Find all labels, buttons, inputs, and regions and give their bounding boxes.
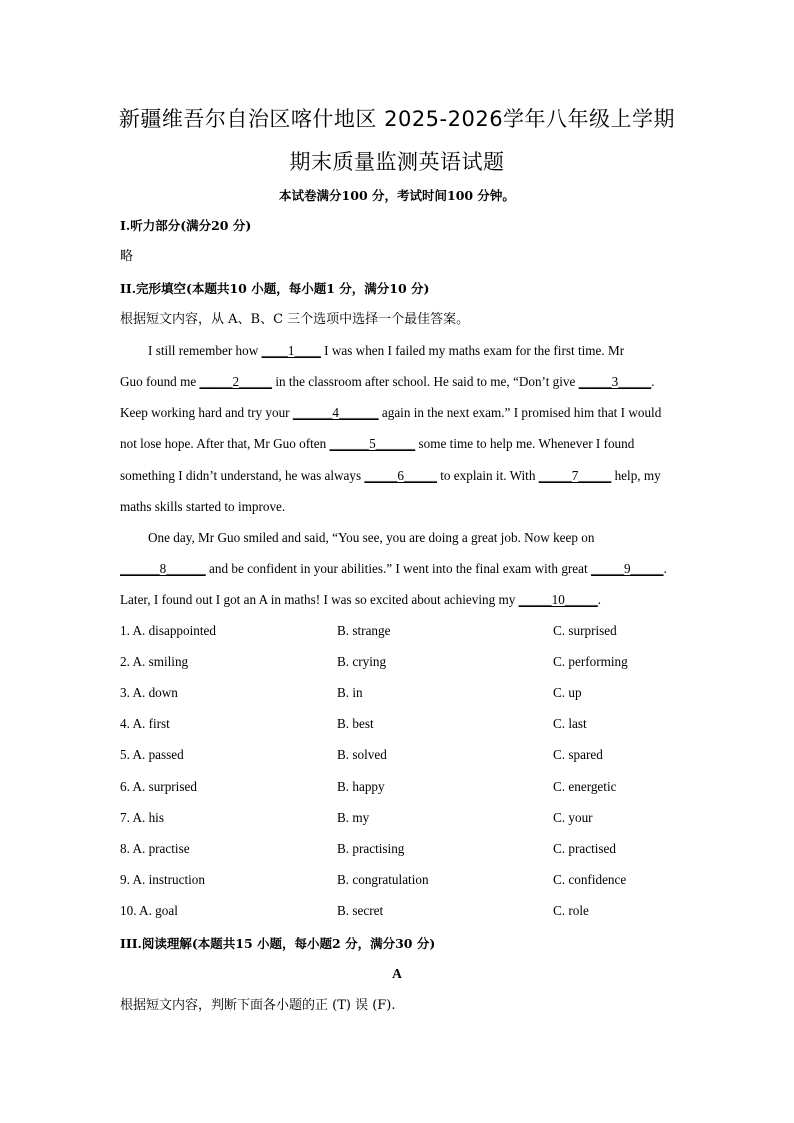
option-c: C. role [553,903,589,918]
option-row [120,747,676,765]
option-a: 8. A. practise [120,841,190,856]
option-row [120,779,676,797]
section-3-instruction: 根据短文内容，判断下面各小题的正 (T) 误 (F). [120,998,396,1013]
option-b: B. best [337,716,374,731]
blank-8: ______8______ [120,561,206,576]
option-b: B. my [337,810,370,825]
blank-3: _____3_____ [578,374,652,389]
option-c: C. surprised [553,623,617,638]
option-row [120,654,676,672]
blank-5: ______5______ [329,436,416,451]
section-1-note: 略 [120,249,134,264]
section-2-instruction: 根据短文内容，从 A、B、C 三个选项中选择一个最佳答案。 [120,312,470,327]
option-a: 7. A. his [120,810,164,825]
option-a: 3. A. down [120,685,178,700]
blank-4: ______4______ [292,405,379,420]
exam-info: 本试卷满分100 分，考试时间100 分钟。 [279,188,515,203]
blank-9: _____9_____ [590,561,664,576]
option-b: B. in [337,685,363,700]
passage-line: something I didn’t understand, he was always _____6_____ to explain it. With _____7_____ help, my [120,468,661,483]
option-b: B. strange [337,623,391,638]
option-c: C. last [553,716,587,731]
section-3-heading: III.阅读理解(本题共15 小题，每小题2 分，满分30 分) [120,936,436,951]
option-c: C. spared [553,747,603,762]
option-a: 10. A. goal [120,903,178,918]
option-b: B. happy [337,779,385,794]
blank-1: ____1____ [261,343,321,358]
reading-part-label: A [392,966,402,981]
passage-line: ______8______ and be confident in your abilities.” I went into the final exam with great _____9_____. [120,561,667,576]
blank-10: _____10_____ [518,592,598,607]
option-row [120,841,676,859]
option-c: C. performing [553,654,628,669]
passage-line: One day, Mr Guo smiled and said, “You see, you are doing a great job. Now keep on [148,530,595,545]
passage-line: Keep working hard and try your ______4______ again in the next exam.” I promised him that I would [120,405,662,420]
option-row [120,716,676,734]
option-c: C. energetic [553,779,617,794]
passage-line: I still remember how ____1____ I was when I failed my maths exam for the first time. Mr [148,343,625,358]
document-title-line-1: 新疆维吾尔自治区喀什地区 2025-2026学年八年级上学期 [118,107,676,131]
passage-line: Guo found me _____2_____ in the classroom after school. He said to me, “Don’t give _____3_____. [120,374,655,389]
section-2-heading: II.完形填空(本题共10 小题，每小题1 分，满分10 分) [120,281,430,296]
passage-line: Later, I found out I got an A in maths! I was so excited about achieving my _____10_____. [120,592,602,607]
blank-6: _____6_____ [364,468,437,483]
option-a: 1. A. disappointed [120,623,216,638]
option-a: 4. A. first [120,716,170,731]
option-b: B. congratulation [337,872,429,887]
passage-line: maths skills started to improve. [120,499,286,514]
option-c: C. practised [553,841,616,856]
option-b: B. secret [337,903,384,918]
option-b: B. practising [337,841,405,856]
option-c: C. your [553,810,593,825]
option-b: B. crying [337,654,387,669]
option-a: 6. A. surprised [120,779,197,794]
option-row [120,872,676,890]
option-a: 9. A. instruction [120,872,205,887]
option-row [120,623,676,641]
option-row [120,810,676,828]
option-a: 5. A. passed [120,747,184,762]
option-a: 2. A. smiling [120,654,189,669]
option-row [120,685,676,703]
blank-2: _____2_____ [199,374,273,389]
document-title-line-2: 期末质量监测英语试题 [289,150,505,174]
option-c: C. confidence [553,872,627,887]
option-row [120,903,676,921]
option-b: B. solved [337,747,387,762]
option-c: C. up [553,685,582,700]
blank-7: _____7_____ [538,468,612,483]
section-1-heading: I.听力部分(满分20 分) [120,218,252,233]
passage-line: not lose hope. After that, Mr Guo often ______5______ some time to help me. Whenever I found [120,436,635,451]
